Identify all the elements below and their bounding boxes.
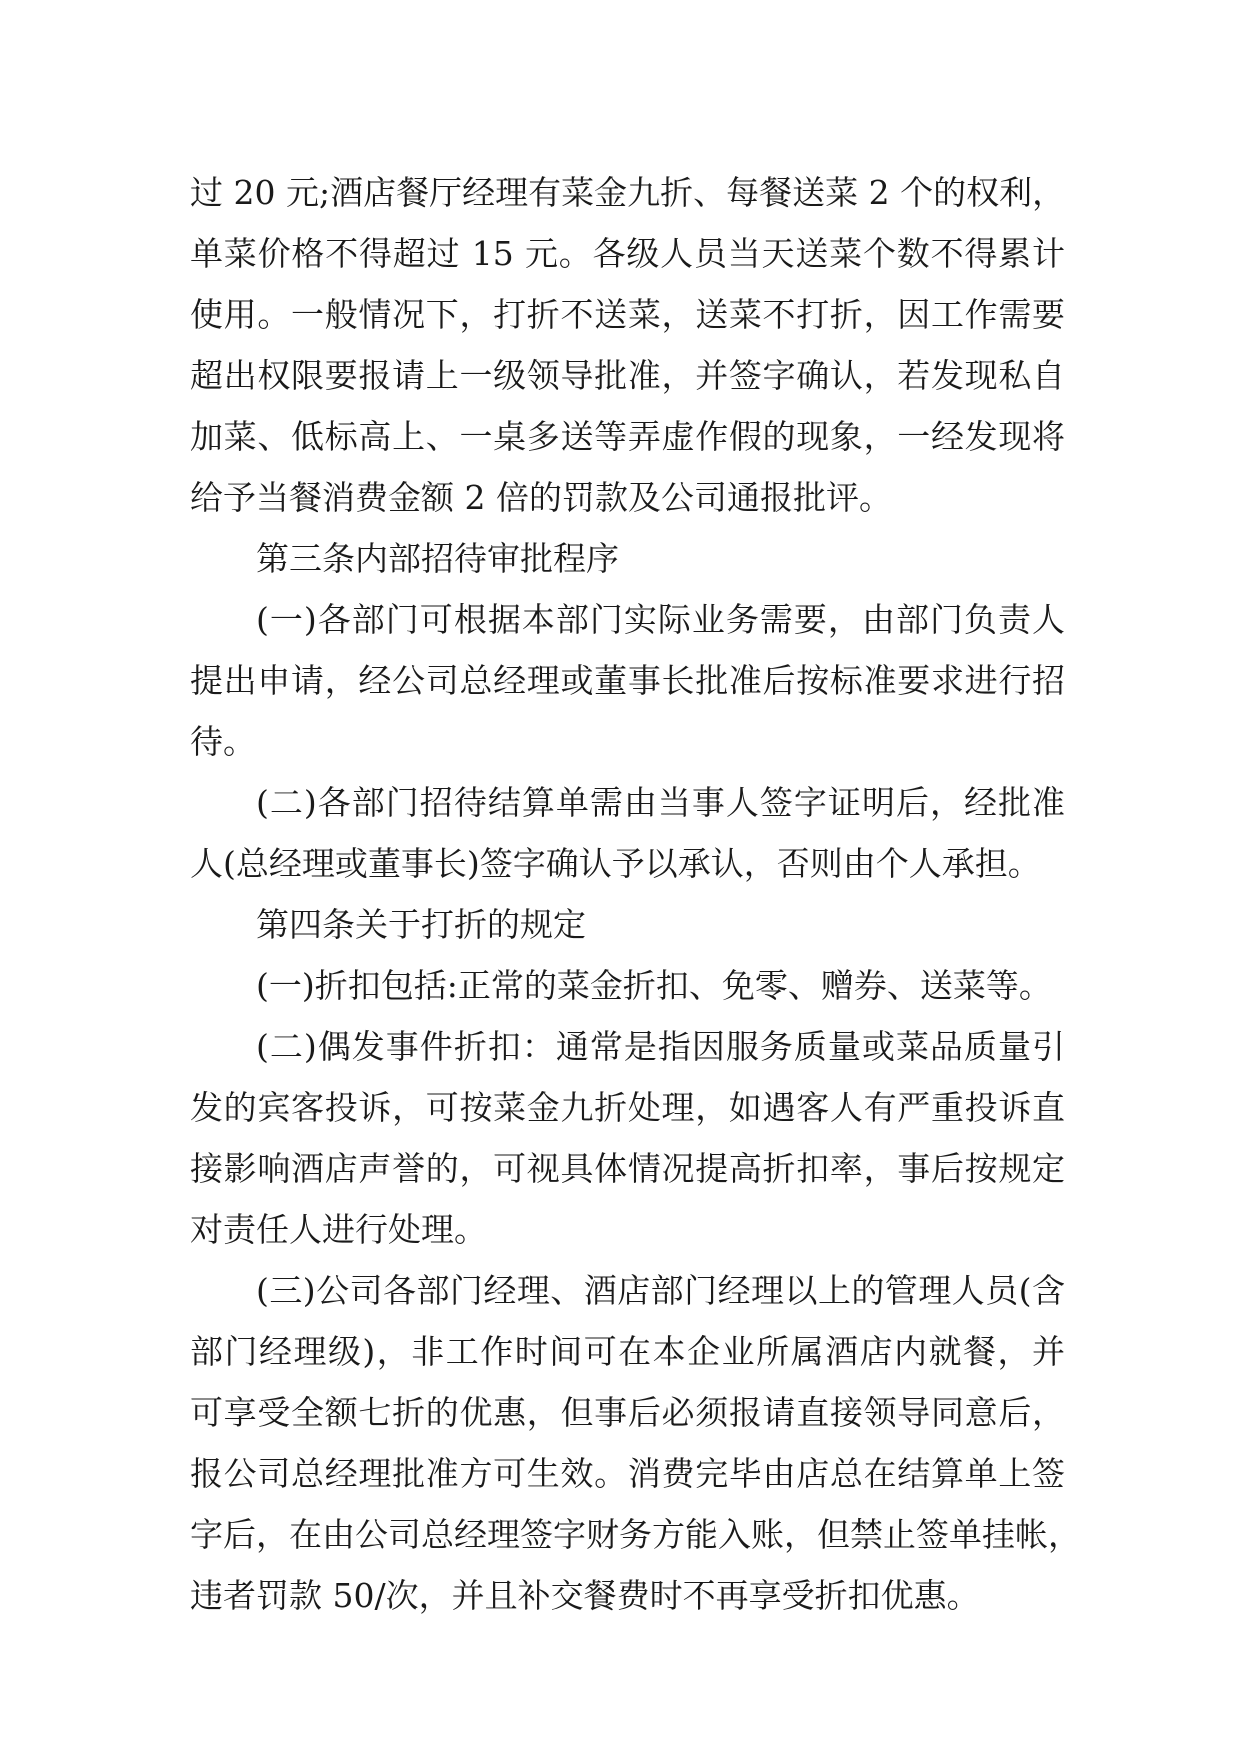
text-line: 超出权限要报请上一级领导批准，并签字确认，若发现私自 [190, 356, 1065, 395]
text-line: 提出申请，经公司总经理或董事长批准后按标准要求进行招 [190, 661, 1065, 700]
text-line: 违者罚款 50/次，并且补交餐费时不再享受折扣优惠。 [190, 1576, 980, 1615]
text-line: 人(总经理或董事长)签字确认予以承认，否则由个人承担。 [190, 844, 1041, 883]
text-line: 部门经理级)，非工作时间可在本企业所属酒店内就餐，并 [190, 1332, 1065, 1371]
text-line: 待。 [190, 722, 256, 761]
text-line: 对责任人进行处理。 [190, 1210, 487, 1249]
text-line: 加菜、低标高上、一桌多送等弄虚作假的现象，一经发现将 [190, 417, 1065, 456]
text-line: 给予当餐消费金额 2 倍的罚款及公司通报批评。 [190, 478, 892, 517]
text-line: (一)各部门可根据本部门实际业务需要，由部门负责人 [256, 600, 1065, 639]
text-line: 使用。一般情况下，打折不送菜，送菜不打折，因工作需要 [190, 295, 1065, 334]
text-line: 单菜价格不得超过 15 元。各级人员当天送菜个数不得累计 [190, 234, 1065, 273]
section-heading-article-3: 第三条内部招待审批程序 [256, 539, 619, 578]
text-line: 报公司总经理批准方可生效。消费完毕由店总在结算单上签 [190, 1454, 1065, 1493]
text-line: (三)公司各部门经理、酒店部门经理以上的管理人员(含 [256, 1271, 1065, 1310]
text-line: 字后，在由公司总经理签字财务方能入账，但禁止签单挂帐， [190, 1515, 1081, 1554]
text-line: 过 20 元;酒店餐厅经理有菜金九折、每餐送菜 2 个的权利， [190, 173, 1066, 212]
text-line: (二)各部门招待结算单需由当事人签字证明后，经批准 [256, 783, 1065, 822]
text-line: (一)折扣包括:正常的菜金折扣、免零、赠券、送菜等。 [256, 966, 1052, 1005]
section-heading-article-4: 第四条关于打折的规定 [256, 905, 586, 944]
text-line: (二)偶发事件折扣：通常是指因服务质量或菜品质量引 [256, 1027, 1065, 1066]
text-line: 可享受全额七折的优惠，但事后必须报请直接领导同意后， [190, 1393, 1065, 1432]
document-body [190, 162, 1081, 1626]
text-line: 发的宾客投诉，可按菜金九折处理，如遇客人有严重投诉直 [190, 1088, 1065, 1127]
text-line: 接影响酒店声誉的，可视具体情况提高折扣率，事后按规定 [190, 1149, 1065, 1188]
